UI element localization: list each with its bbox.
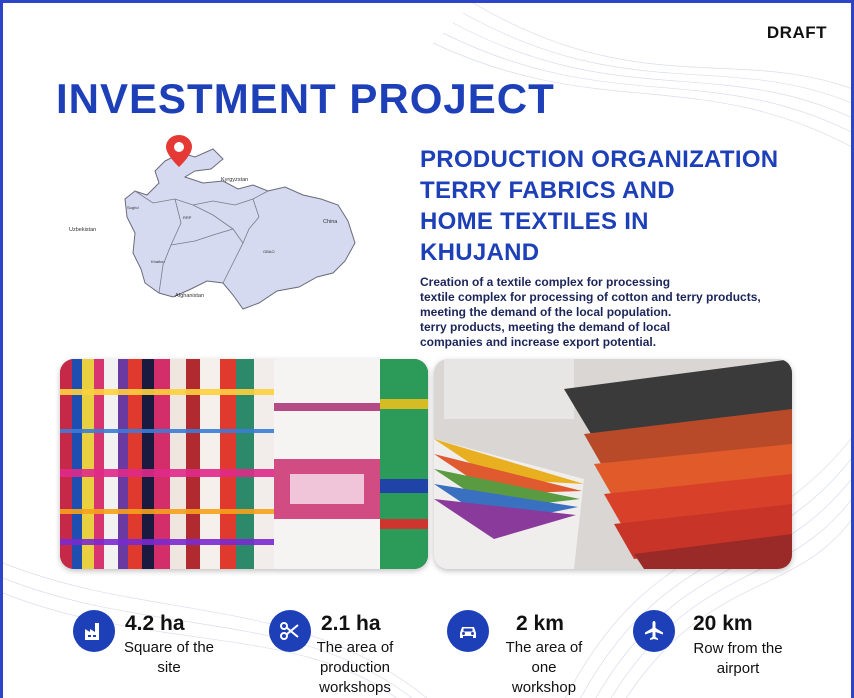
- draft-label: DRAFT: [766, 23, 827, 42]
- description-line: meeting the demand of the local population.: [420, 305, 672, 319]
- project-description: [420, 275, 840, 350]
- factory-icon: [73, 610, 115, 652]
- map-label-gbao: GBAO: [263, 249, 275, 254]
- stat-label: Square of the site: [123, 639, 215, 676]
- stat-label: The area of production workshops: [316, 639, 394, 696]
- stat-value: 2.1 ha: [321, 612, 381, 635]
- description-line: textile complex for processing of cotton and terry products,: [420, 290, 761, 304]
- project-title-line: KHUJAND: [420, 239, 540, 266]
- map-label-rrp: RRP: [183, 215, 192, 220]
- stat-label: Row from the airport: [693, 640, 783, 677]
- airplane-icon: [633, 610, 675, 652]
- map-label-uzbekistan: Uzbekistan: [69, 227, 97, 233]
- stat-value: 20 km: [693, 612, 753, 635]
- project-title: [420, 144, 840, 268]
- description-line: companies and increase export potential.: [420, 335, 657, 349]
- map-label-khatlon: Khatlon: [151, 259, 165, 264]
- stat-value: 2 km: [516, 612, 564, 635]
- map-label-afghanistan: Afghanistan: [175, 293, 205, 299]
- project-title-line: PRODUCTION ORGANIZATION: [420, 146, 779, 173]
- map-label-sughd: Sughd: [127, 205, 139, 210]
- car-icon: [447, 610, 489, 652]
- map-label-china: China: [323, 219, 338, 225]
- description-line: Creation of a textile complex for processing: [420, 275, 671, 289]
- page-title: INVESTMENT PROJECT: [56, 75, 555, 122]
- project-title-line: HOME TEXTILES IN: [420, 208, 649, 235]
- fabric-swatches-photo: [434, 359, 792, 569]
- project-title-line: TERRY FABRICS AND: [420, 177, 675, 204]
- description-line: terry products, meeting the demand of local: [420, 320, 671, 334]
- stat-label: The area of one workshop: [505, 639, 583, 696]
- woven-textiles-photo: [60, 359, 428, 569]
- map-label-kyrgyzstan: Kyrgyzstan: [221, 177, 249, 183]
- stat-value: 4.2 ha: [125, 612, 185, 635]
- tajikistan-map: [63, 133, 363, 313]
- map-country-shape: [125, 149, 355, 309]
